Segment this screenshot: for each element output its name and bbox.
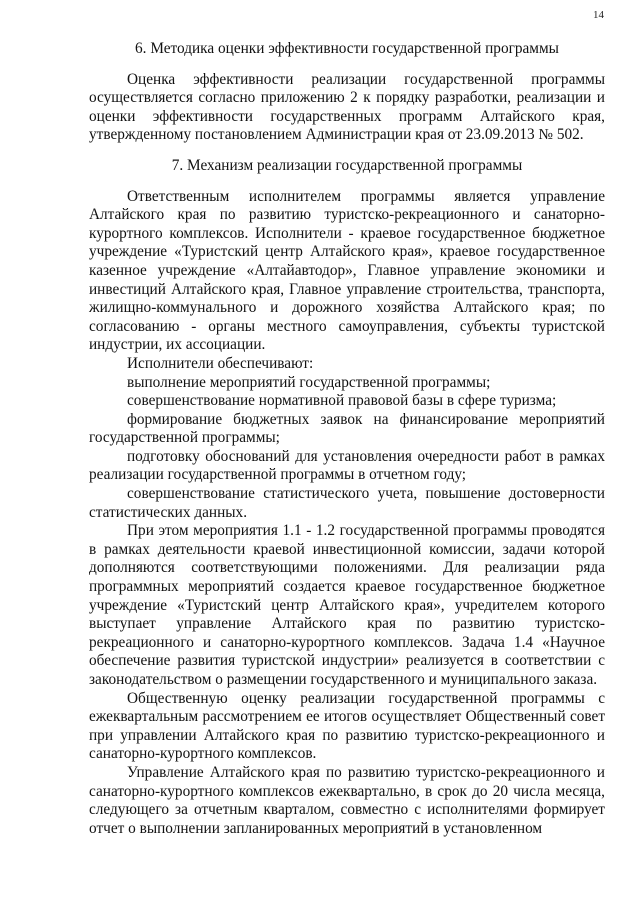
- section-6-paragraph: Оценка эффективности реализации государственной программы осуществляется согласно приложению 2 к порядку разработки, реализации и оценки эффективности государственных программ Алтайского края, утвержденному постановлением Администрации края от 23.09.2013 № 502.: [89, 70, 605, 144]
- list-item: совершенствование нормативной правовой базы в сфере туризма;: [127, 392, 557, 410]
- section-7-paragraph-executors: Ответственным исполнителем программы является управление Алтайского края по развитию туристско-рекреационного и санаторно-курортного комплексов. Исполнители - краевое государственное бюджетное учреждение «Туристский центр Алтайского края», краевое государственное казенное учреждение «Алтайавтодор», Главное управление экономики и инвестиций Алтайского края, Главное управление строительства, транспорта, жилищно-коммунального и дорожного хозяйства Алтайского края; по согласованию - органы местного самоуправления, субъекты туристской индустрии, их ассоциации.: [89, 187, 605, 354]
- section-7-heading: 7. Механизм реализации государственной программы: [171, 156, 523, 174]
- list-item: подготовку обоснований для установления очередности работ в рамках реализации государственной программы в отчетном году;: [89, 447, 605, 484]
- section-7-paragraph-public-assessment: Общественную оценку реализации государственной программы с ежеквартальным рассмотрением ее итогов осуществляет Общественный совет при управлении Алтайского края по развитию туристско-рекреационного и санаторно-курортного комплексов.: [89, 689, 605, 763]
- list-item: формирование бюджетных заявок на финансирование мероприятий государственной программы;: [89, 410, 605, 447]
- section-7-paragraph-provide: Исполнители обеспечивают:: [127, 354, 314, 372]
- list-item: выполнение мероприятий государственной программы;: [127, 373, 491, 391]
- page-body: [89, 40, 605, 838]
- section-6-heading: 6. Методика оценки эффективности государственной программы: [135, 40, 559, 57]
- list-item: совершенствование статистического учета, повышение достоверности статистических данных.: [89, 485, 605, 521]
- page-number: 14: [593, 9, 604, 21]
- section-7-paragraph-measures: При этом мероприятия 1.1 - 1.2 государственной программы проводятся в рамках деятельности краевой инвестиционной комиссии, задачи которой дополняются соответствующими положениями. Для реализации ряда программных мероприятий создается краевое государственное бюджетное учреждение «Туристский центр Алтайского края», учредителем которого выступает управление Алтайского края по развитию туристско-рекреационного и санаторно-курортного комплексов. Задача 1.4 «Научное обеспечение развития туристской индустрии» реализуется в соответствии с законодательством о размещении государственного и муниципального заказа.: [89, 522, 605, 688]
- section-7-paragraph-reporting: Управление Алтайского края по развитию туристско-рекреационного и санаторно-курортного комплексов ежеквартально, в срок до 20 числа месяца, следующего за отчетным кварталом, совместно с исполнителями формирует отчет о выполнении запланированных мероприятий в установленном: [89, 763, 605, 837]
